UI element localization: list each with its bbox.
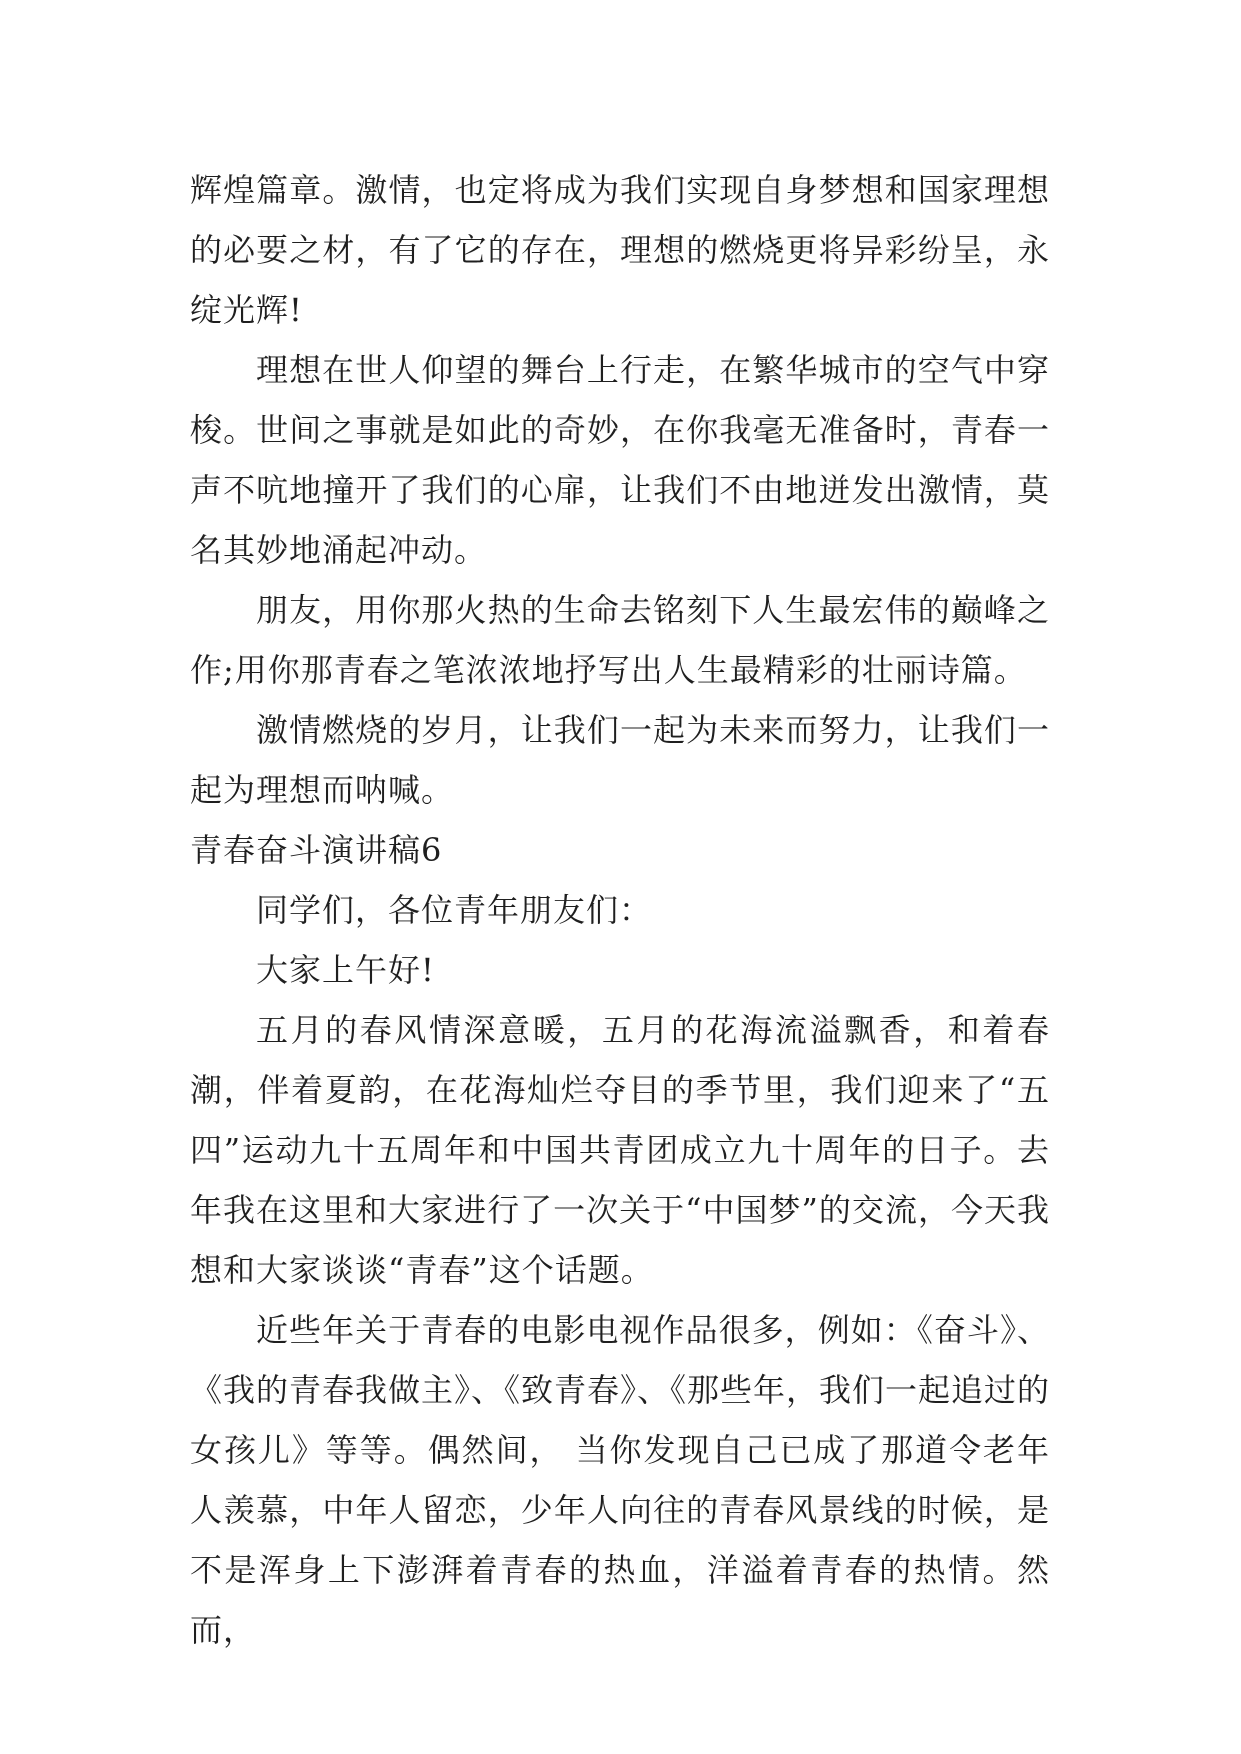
paragraph-4: 激情燃烧的岁月，让我们一起为未来而努力，让我们一起为理想而呐喊。 bbox=[190, 711, 1050, 809]
paragraph-1: 辉煌篇章。激情，也定将成为我们实现自身梦想和国家理想的必要之材，有了它的存在，理想的燃烧更将异彩纷呈，永绽光辉! bbox=[190, 171, 1050, 329]
paragraph-may: 五月的春风情深意暖，五月的花海流溢飘香，和着春潮，伴着夏韵，在花海灿烂夺目的季节里，我们迎来了“五四”运动九十五周年和中国共青团成立九十周年的日子。去年我在这里和大家进行了一次关于“中国梦”的交流，今天我想和大家谈谈“青春”这个话题。 bbox=[190, 1011, 1050, 1289]
paragraph-films: 近些年关于青春的电影电视作品很多，例如：《奋斗》、《我的青春我做主》、《致青春》、《那些年，我们一起追过的女孩儿》等等。偶然间， 当你发现自己已成了那道令老年人羡慕，中年人留恋，少年人向往的青春风景线的时候，是不是浑身上下澎湃着青春的热血，洋溢着青春的热情。然而， bbox=[190, 1311, 1051, 1649]
paragraph-salutation: 大家上午好! bbox=[256, 951, 435, 989]
paragraph-3: 朋友，用你那火热的生命去铭刻下人生最宏伟的巅峰之作;用你那青春之笔浓浓地抒写出人生最精彩的壮丽诗篇。 bbox=[190, 591, 1050, 689]
section-heading: 青春奋斗演讲稿6 bbox=[190, 831, 443, 869]
paragraph-2: 理想在世人仰望的舞台上行走，在繁华城市的空气中穿梭。世间之事就是如此的奇妙，在你我毫无准备时，青春一声不吭地撞开了我们的心扉，让我们不由地迸发出激情，莫名其妙地涌起冲动。 bbox=[190, 351, 1050, 569]
document-body bbox=[190, 160, 1050, 1660]
paragraph-greeting: 同学们，各位青年朋友们： bbox=[256, 891, 653, 929]
